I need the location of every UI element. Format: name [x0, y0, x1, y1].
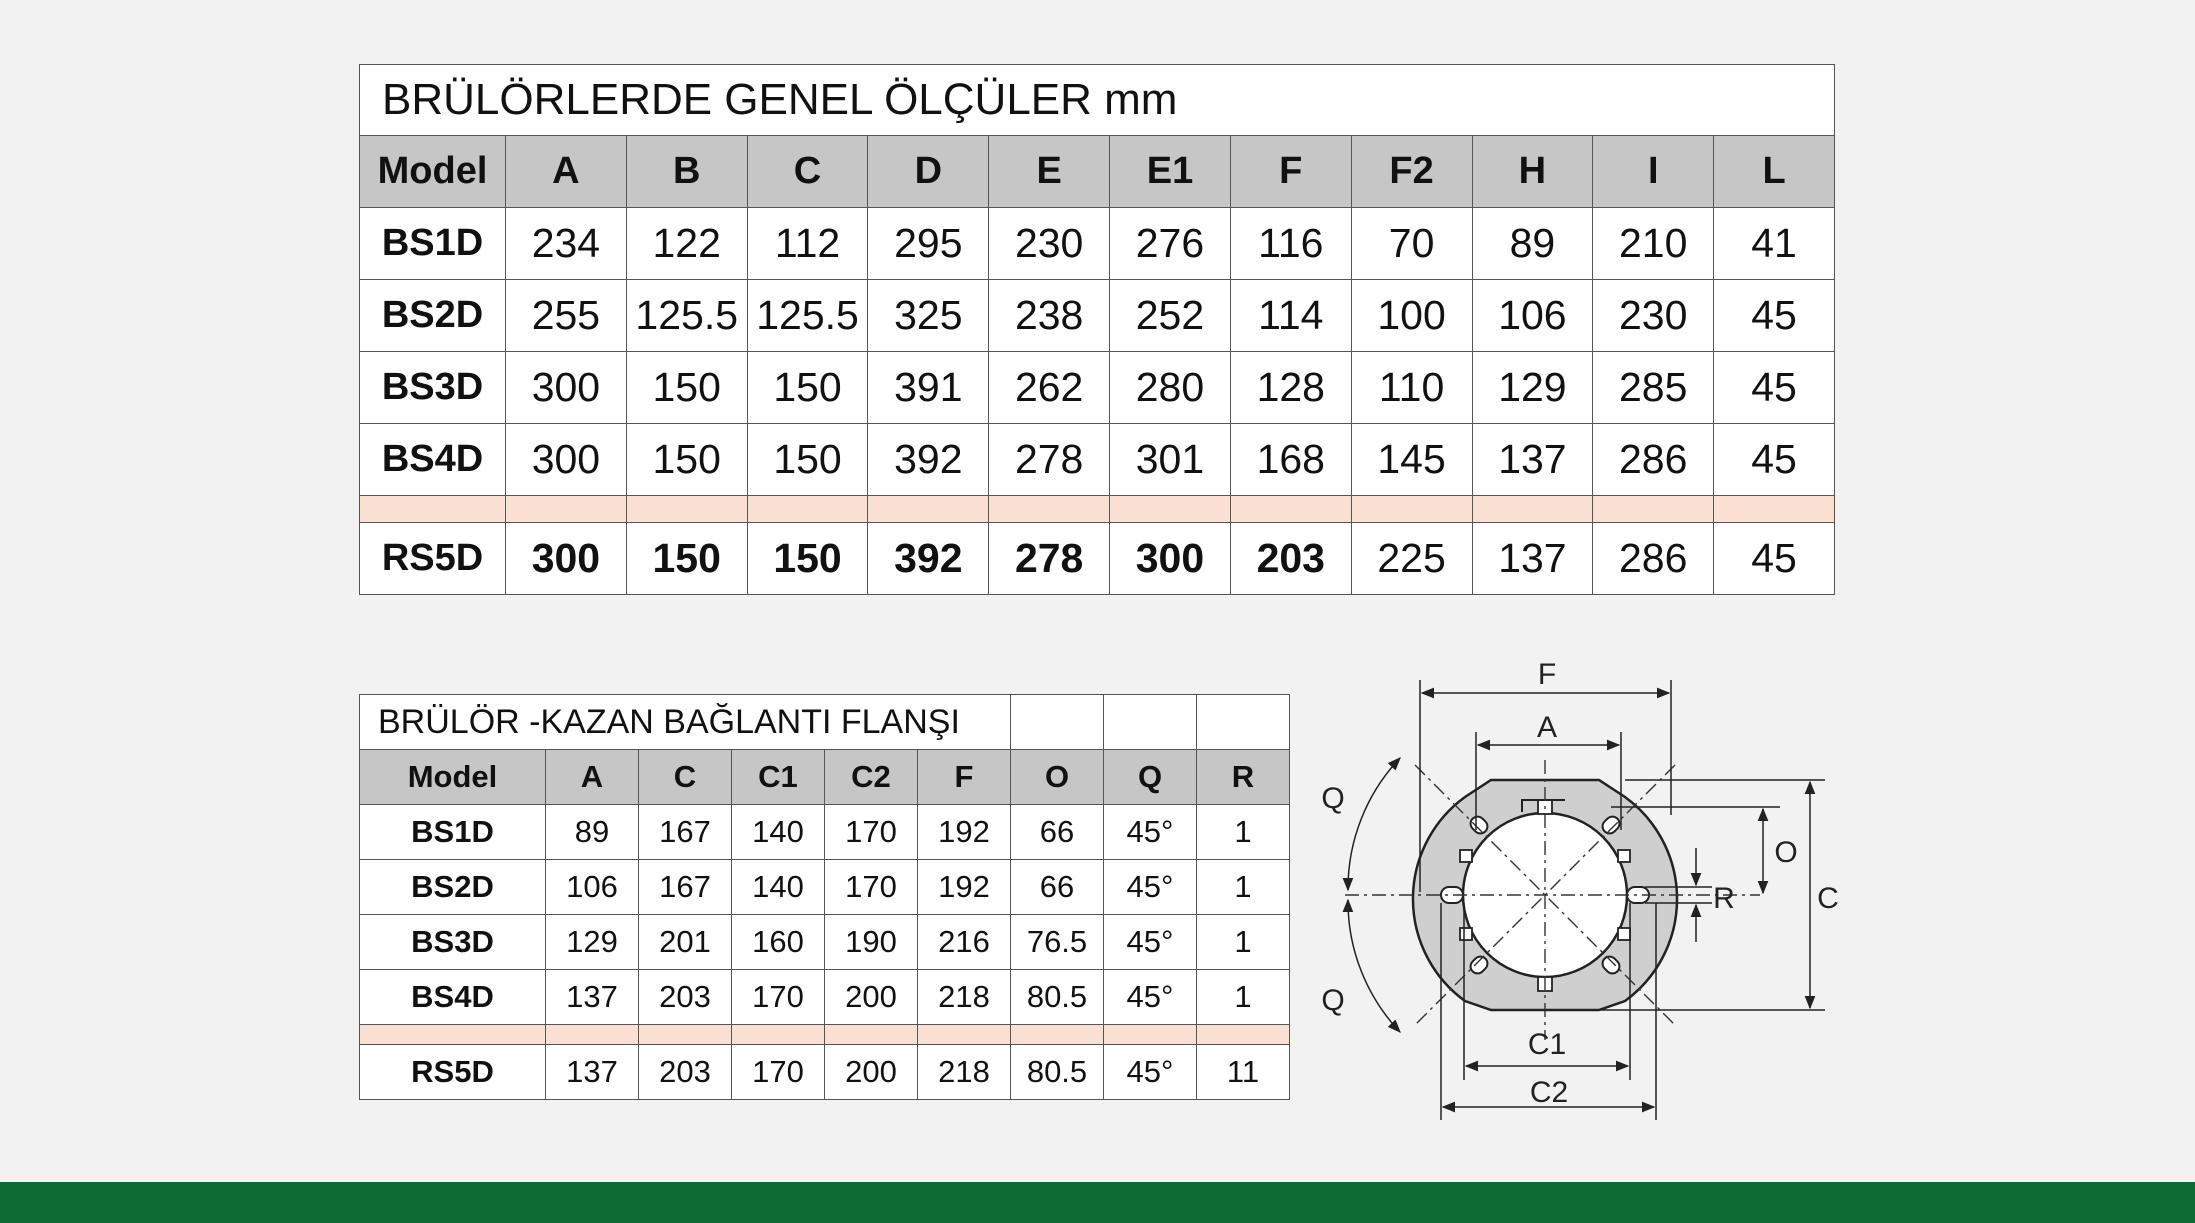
flange-diagram: [1300, 640, 1860, 1130]
table-cell: 137: [1472, 424, 1593, 496]
table-cell: 110: [1351, 352, 1472, 424]
model-cell: BS3D: [360, 915, 546, 970]
table-cell: 45°: [1104, 970, 1197, 1025]
table-cell: 1: [1197, 915, 1290, 970]
model-cell: RS5D: [360, 523, 506, 595]
table-cell: 325: [868, 280, 989, 352]
table-cell: 114: [1230, 280, 1351, 352]
model-cell: BS4D: [360, 424, 506, 496]
table-cell: 201: [639, 915, 732, 970]
table-cell: 45: [1714, 352, 1835, 424]
table-cell: 170: [732, 1045, 825, 1100]
table-cell: 234: [506, 208, 627, 280]
label-c2: C2: [1529, 1076, 1569, 1109]
table-cell: 280: [1110, 352, 1231, 424]
table-cell: 301: [1110, 424, 1231, 496]
table-cell: 200: [825, 970, 918, 1025]
table-cell: 230: [1593, 280, 1714, 352]
header-cell: F: [918, 750, 1011, 805]
table-cell: 89: [1472, 208, 1593, 280]
table-cell: 45°: [1104, 915, 1197, 970]
table-cell: 128: [1230, 352, 1351, 424]
table-cell: 125.5: [626, 280, 747, 352]
header-cell: R: [1197, 750, 1290, 805]
table-cell: 203: [1230, 523, 1351, 595]
table-cell: 125.5: [747, 280, 868, 352]
header-cell: A: [546, 750, 639, 805]
flange-table: [359, 694, 1290, 1100]
dimensions-table-header-row: [360, 136, 1835, 208]
table-cell: 100: [1351, 280, 1472, 352]
table-cell: 391: [868, 352, 989, 424]
table-cell: 278: [989, 424, 1110, 496]
dimensions-table: [359, 64, 1835, 595]
model-cell: BS1D: [360, 208, 506, 280]
table-cell: 150: [626, 352, 747, 424]
model-cell: BS2D: [360, 280, 506, 352]
header-cell: C1: [732, 750, 825, 805]
table-cell: 45: [1714, 424, 1835, 496]
table-cell: 150: [626, 424, 747, 496]
model-cell: RS5D: [360, 1045, 546, 1100]
separator-row: [360, 496, 1835, 523]
table-cell: 170: [732, 970, 825, 1025]
table-cell: 286: [1593, 523, 1714, 595]
table-cell: 150: [747, 352, 868, 424]
table-cell: 45°: [1104, 860, 1197, 915]
header-cell: E1: [1110, 136, 1231, 208]
header-cell: H: [1472, 136, 1593, 208]
table-cell: 285: [1593, 352, 1714, 424]
table-row: [360, 860, 1290, 915]
table-cell: 216: [918, 915, 1011, 970]
table-cell: 218: [918, 1045, 1011, 1100]
table-cell: 66: [1011, 805, 1104, 860]
label-c1: C1: [1527, 1028, 1567, 1061]
model-cell: BS1D: [360, 805, 546, 860]
table-cell: 392: [868, 424, 989, 496]
table-cell: 218: [918, 970, 1011, 1025]
header-cell: L: [1714, 136, 1835, 208]
table-cell: 137: [1472, 523, 1593, 595]
table-cell: 300: [506, 523, 627, 595]
table-cell: 140: [732, 860, 825, 915]
header-cell: C: [747, 136, 868, 208]
model-cell: BS2D: [360, 860, 546, 915]
table-cell: 1: [1197, 805, 1290, 860]
table-cell: 129: [1472, 352, 1593, 424]
model-cell: BS4D: [360, 970, 546, 1025]
table-cell: 116: [1230, 208, 1351, 280]
table-cell: 160: [732, 915, 825, 970]
table-cell: 145: [1351, 424, 1472, 496]
table-cell: 392: [868, 523, 989, 595]
table-row: [360, 208, 1835, 280]
table-row: [360, 970, 1290, 1025]
table-cell: 295: [868, 208, 989, 280]
label-a: A: [1536, 711, 1558, 744]
table-cell: 170: [825, 860, 918, 915]
table-cell: 192: [918, 805, 1011, 860]
model-cell: BS3D: [360, 352, 506, 424]
table-cell: 106: [1472, 280, 1593, 352]
table-cell: 45°: [1104, 805, 1197, 860]
table-cell: 210: [1593, 208, 1714, 280]
table-cell: 70: [1351, 208, 1472, 280]
header-cell: C2: [825, 750, 918, 805]
label-q-top: Q: [1321, 782, 1345, 815]
header-cell: I: [1593, 136, 1714, 208]
header-cell: A: [506, 136, 627, 208]
header-cell: C: [639, 750, 732, 805]
table-cell: 203: [639, 1045, 732, 1100]
flange-table-title: BRÜLÖR -KAZAN BAĞLANTI FLANŞI: [360, 695, 1011, 750]
table-cell: 112: [747, 208, 868, 280]
table-cell: 190: [825, 915, 918, 970]
table-cell: 129: [546, 915, 639, 970]
table-cell: 300: [1110, 523, 1231, 595]
table-cell: 80.5: [1011, 970, 1104, 1025]
table-cell: 167: [639, 860, 732, 915]
label-f: F: [1537, 658, 1557, 691]
table-cell: 45: [1714, 280, 1835, 352]
table-cell: 262: [989, 352, 1110, 424]
table-cell: 1: [1197, 970, 1290, 1025]
table-row: [360, 915, 1290, 970]
table-cell: 1: [1197, 860, 1290, 915]
separator-row: [360, 1025, 1290, 1045]
table-cell: 150: [626, 523, 747, 595]
table-cell: 122: [626, 208, 747, 280]
table-cell: 230: [989, 208, 1110, 280]
table-cell: 45: [1714, 523, 1835, 595]
table-cell: 140: [732, 805, 825, 860]
header-cell: O: [1011, 750, 1104, 805]
table-cell: 286: [1593, 424, 1714, 496]
table-cell: 300: [506, 352, 627, 424]
table-row: [360, 280, 1835, 352]
label-c: C: [1817, 882, 1839, 915]
table-cell: 278: [989, 523, 1110, 595]
table-cell: 66: [1011, 860, 1104, 915]
table-cell: 252: [1110, 280, 1231, 352]
table-cell: 137: [546, 970, 639, 1025]
table-row: [360, 424, 1835, 496]
table-cell: 238: [989, 280, 1110, 352]
flange-table-header-row: [360, 750, 1290, 805]
header-cell: Model: [360, 750, 546, 805]
table-row: [360, 1045, 1290, 1100]
table-cell: 276: [1110, 208, 1231, 280]
header-cell: Model: [360, 136, 506, 208]
table-cell: 89: [546, 805, 639, 860]
dimensions-table-title: BRÜLÖRLERDE GENEL ÖLÇÜLER mm: [360, 65, 1835, 136]
label-r: R: [1713, 882, 1735, 915]
header-cell: F2: [1351, 136, 1472, 208]
table-cell: 80.5: [1011, 1045, 1104, 1100]
header-cell: E: [989, 136, 1110, 208]
table-cell: 106: [546, 860, 639, 915]
table-cell: 255: [506, 280, 627, 352]
label-o: O: [1774, 836, 1798, 869]
table-row: [360, 805, 1290, 860]
header-cell: B: [626, 136, 747, 208]
table-cell: 150: [747, 424, 868, 496]
header-cell: F: [1230, 136, 1351, 208]
table-cell: 170: [825, 805, 918, 860]
table-cell: 150: [747, 523, 868, 595]
table-cell: 45°: [1104, 1045, 1197, 1100]
footer-band: [0, 1182, 2195, 1223]
table-cell: 11: [1197, 1045, 1290, 1100]
table-cell: 76.5: [1011, 915, 1104, 970]
table-cell: 300: [506, 424, 627, 496]
table-row: [360, 523, 1835, 595]
table-row: [360, 352, 1835, 424]
table-cell: 192: [918, 860, 1011, 915]
table-cell: 168: [1230, 424, 1351, 496]
table-cell: 41: [1714, 208, 1835, 280]
table-cell: 203: [639, 970, 732, 1025]
header-cell: Q: [1104, 750, 1197, 805]
header-cell: D: [868, 136, 989, 208]
table-cell: 200: [825, 1045, 918, 1100]
table-cell: 137: [546, 1045, 639, 1100]
table-cell: 225: [1351, 523, 1472, 595]
table-cell: 167: [639, 805, 732, 860]
label-q-bottom: Q: [1321, 984, 1345, 1017]
